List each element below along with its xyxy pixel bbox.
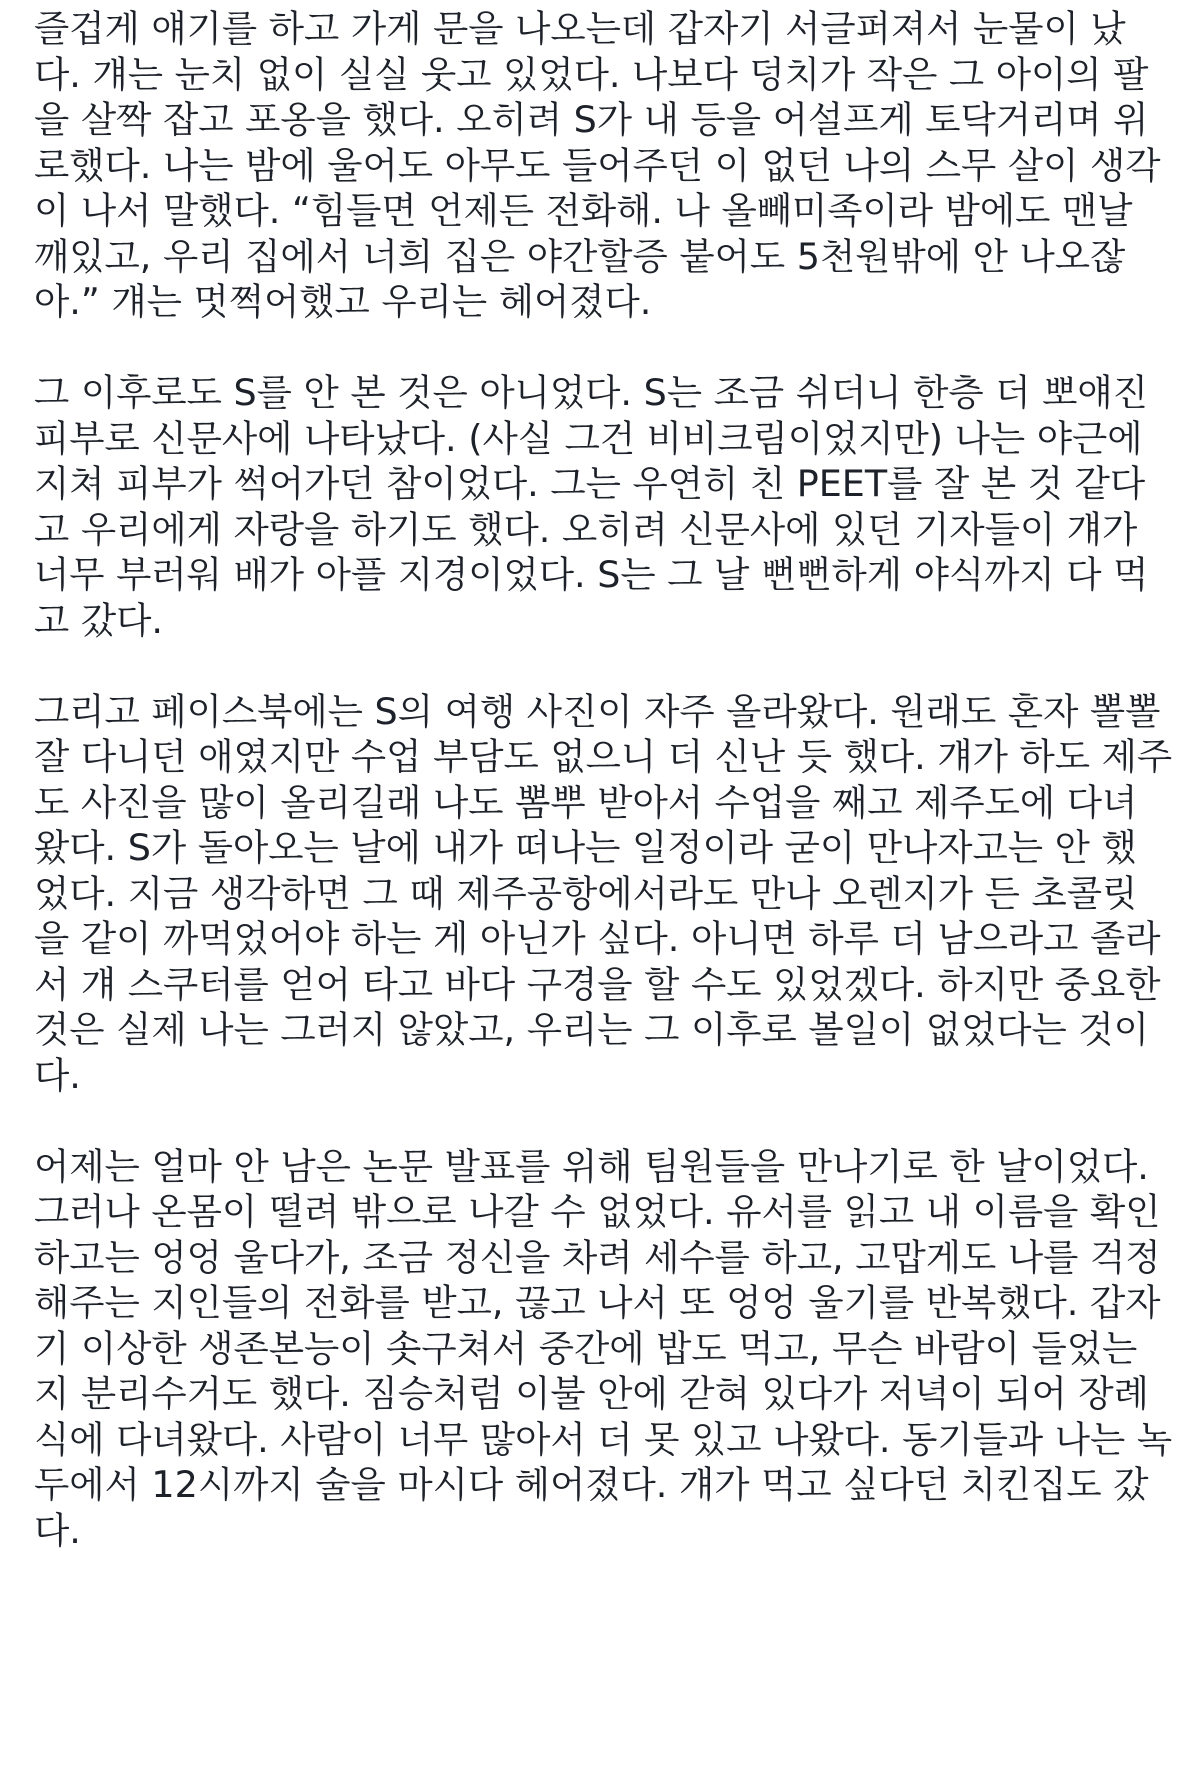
text-line: 해주는 지인들의 전화를 받고, 끊고 나서 또 엉엉 울기를 반복했다. 갑자 (34, 1281, 1161, 1324)
text-line: 아.” 걔는 멋쩍어했고 우리는 헤어졌다. (34, 280, 652, 323)
text-line: 로했다. 나는 밤에 울어도 아무도 들어주던 이 없던 나의 스무 살이 생각 (34, 143, 1161, 187)
paragraph-4 (34, 1144, 1184, 1554)
text-line: 서 걔 스쿠터를 얻어 타고 바다 구경을 할 수도 있었겠다. 하지만 중요한 (34, 962, 1161, 1006)
text-line: 그 이후로도 S를 안 본 것은 아니었다. S는 조금 쉬더니 한층 더 뽀얘진 (34, 371, 1148, 414)
text-line: 기 이상한 생존본능이 솟구쳐서 중간에 밥도 먹고, 무슨 바람이 들었는 (34, 1326, 1138, 1370)
text-line: 하고는 엉엉 울다가, 조금 정신을 차려 세수를 하고, 고맙게도 나를 걱정 (34, 1235, 1161, 1279)
text-line: 을 같이 까먹었어야 하는 게 아닌가 싶다. 아니면 하루 더 남으라고 졸라 (34, 917, 1161, 960)
text-line: 깨있고, 우리 집에서 너희 집은 야간할증 붙어도 5천원밖에 안 나오잖 (34, 234, 1126, 278)
text-line: 즐겁게 얘기를 하고 가게 문을 나오는데 갑자기 서글퍼져서 눈물이 났 (34, 7, 1126, 50)
text-line: 다. (34, 1508, 81, 1552)
text-line: 그리고 페이스북에는 S의 여행 사진이 자주 올라왔다. 원래도 혼자 뽈뽈 (34, 689, 1161, 733)
paragraph-gap (34, 325, 1184, 371)
text-line: 을 살짝 잡고 포옹을 했다. 오히려 S가 내 등을 어설프게 토닥거리며 위 (34, 98, 1149, 141)
text-line: 고 우리에게 자랑을 하기도 했다. 오히려 신문사에 있던 기자들이 걔가 (34, 507, 1138, 551)
text-line: 피부로 신문사에 나타났다. (사실 그건 비비크림이었지만) 나는 야근에 (34, 416, 1143, 460)
text-line: 그러나 온몸이 떨려 밖으로 나갈 수 없었다. 유서를 읽고 내 이름을 확인 (34, 1190, 1161, 1233)
text-line: 이 나서 말했다. “힘들면 언제든 전화해. 나 올빼미족이라 밤에도 맨날 (34, 189, 1133, 232)
text-line: 식에 다녀왔다. 사람이 너무 많아서 더 못 있고 나왔다. 동기들과 나는 녹 (34, 1417, 1173, 1461)
text-line: 지 분리수거도 했다. 짐승처럼 이불 안에 갇혀 있다가 저녁이 되어 장례 (34, 1372, 1149, 1415)
text-line: 다. 걔는 눈치 없이 실실 웃고 있었다. 나보다 덩치가 작은 그 아이의 팔 (34, 52, 1149, 96)
text-line: 두에서 12시까지 술을 마시다 헤어졌다. 걔가 먹고 싶다던 치킨집도 갔 (34, 1463, 1149, 1506)
paragraph-gap (34, 643, 1184, 689)
paragraph-gap (34, 1098, 1184, 1144)
text-line: 잘 다니던 애였지만 수업 부담도 없으니 더 신난 듯 했다. 걔가 하도 제주 (34, 735, 1173, 778)
text-line: 었다. 지금 생각하면 그 때 제주공항에서라도 만나 오렌지가 든 초콜릿 (34, 871, 1138, 915)
text-line: 너무 부러워 배가 아플 지경이었다. S는 그 날 뻔뻔하게 야식까지 다 먹 (34, 553, 1149, 596)
text-line: 도 사진을 많이 올리길래 나도 뽐뿌 받아서 수업을 째고 제주도에 다녀 (34, 780, 1138, 824)
text-line: 고 갔다. (34, 598, 163, 642)
paragraph-1 (34, 6, 1184, 325)
text-line: 것은 실제 나는 그러지 않았고, 우리는 그 이후로 볼일이 없었다는 것이 (34, 1008, 1149, 1051)
text-line: 왔다. S가 돌아오는 날에 내가 떠나는 일정이라 굳이 만나자고는 안 했 (34, 826, 1137, 869)
text-line: 다. (34, 1053, 81, 1097)
text-line: 지쳐 피부가 썩어가던 참이었다. 그는 우연히 친 PEET를 잘 본 것 같다 (34, 462, 1146, 505)
paragraph-3 (34, 689, 1184, 1099)
paragraph-2 (34, 370, 1184, 643)
post-body (34, 6, 1184, 1553)
text-line: 어제는 얼마 안 남은 논문 발표를 위해 팀원들을 만나기로 한 날이었다. (34, 1144, 1149, 1188)
